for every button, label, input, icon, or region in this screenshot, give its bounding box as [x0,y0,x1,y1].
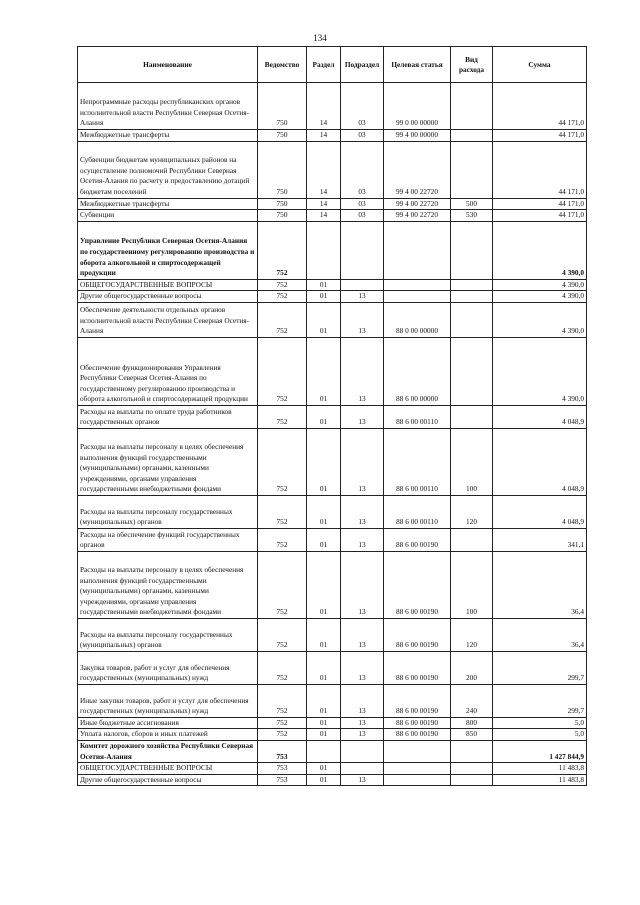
cell-sum: 1 427 844,9 [493,741,587,763]
cell-vedomstvo: 753 [258,741,307,763]
cell-expense-type: 800 [451,717,493,729]
cell-target-article: 99 4 00 22720 [384,141,451,198]
cell-name: Расходы на обеспечение функций государственных органов [78,528,258,551]
cell-target-article [384,279,451,291]
cell-expense-type: 500 [451,198,493,210]
table-row [78,221,587,279]
cell-target-article: 88 0 00 00000 [384,302,451,337]
header-razdel: Раздел [307,47,341,83]
cell-sum: 36,4 [493,551,587,618]
cell-sum: 4 390,0 [493,302,587,337]
cell-vedomstvo: 752 [258,618,307,651]
cell-expense-type [451,302,493,337]
cell-target-article: 99 4 00 00000 [384,130,451,142]
header-expense-type: Вид расхода [451,47,493,83]
cell-razdel: 01 [307,763,341,775]
table-row [78,495,587,528]
cell-vedomstvo: 750 [258,210,307,222]
cell-podrazdel: 13 [341,729,384,741]
table-row [78,291,587,303]
cell-podrazdel: 13 [341,684,384,717]
cell-razdel: 01 [307,528,341,551]
cell-sum: 4 390,0 [493,291,587,303]
cell-name: Обеспечение функционирования Управления Республики Северная Осетия-Алания по государственному регулированию производства и оборота алкогольной и спиртосодержащей продукции [78,337,258,405]
cell-vedomstvo: 752 [258,528,307,551]
cell-vedomstvo: 750 [258,83,307,130]
table-row [78,741,587,763]
cell-vedomstvo: 753 [258,763,307,775]
cell-podrazdel: 03 [341,141,384,198]
cell-razdel: 01 [307,729,341,741]
cell-target-article [384,741,451,763]
header-sum: Сумма [493,47,587,83]
cell-target-article: 88 6 00 00110 [384,495,451,528]
budget-table [77,46,587,786]
cell-razdel: 14 [307,141,341,198]
cell-expense-type: 530 [451,210,493,222]
table-row [78,198,587,210]
table-row [78,551,587,618]
cell-razdel [307,741,341,763]
cell-name: Субвенции бюджетам муниципальных районов на осуществление полномочий Республики Северная Осетия-Алания по расчету и предоставлению дотаций бюджетам поселений [78,141,258,198]
cell-vedomstvo: 752 [258,684,307,717]
cell-name: Другие общегосударственные вопросы [78,291,258,303]
cell-razdel: 14 [307,198,341,210]
cell-podrazdel: 13 [341,717,384,729]
table-row [78,684,587,717]
cell-razdel: 14 [307,83,341,130]
cell-razdel: 01 [307,774,341,786]
cell-name: Другие общегосударственные вопросы [78,774,258,786]
table-row [78,428,587,495]
cell-name: Расходы на выплаты по оплате труда работников государственных органов [78,405,258,428]
cell-expense-type: 240 [451,684,493,717]
cell-sum: 44 171,0 [493,198,587,210]
cell-razdel [307,221,341,279]
cell-podrazdel: 03 [341,83,384,130]
cell-podrazdel: 03 [341,210,384,222]
cell-sum: 44 171,0 [493,130,587,142]
cell-vedomstvo: 752 [258,495,307,528]
cell-target-article: 88 6 00 00190 [384,684,451,717]
cell-expense-type [451,141,493,198]
cell-target-article: 99 4 00 22720 [384,210,451,222]
cell-podrazdel [341,279,384,291]
cell-expense-type: 200 [451,651,493,684]
cell-name: Иные бюджетные ассигнования [78,717,258,729]
cell-expense-type [451,83,493,130]
table-row [78,729,587,741]
cell-target-article: 88 6 00 00190 [384,551,451,618]
cell-target-article: 88 6 00 00190 [384,528,451,551]
cell-razdel: 01 [307,428,341,495]
cell-vedomstvo: 752 [258,729,307,741]
cell-name: Обеспечение деятельности отдельных органов исполнительной власти Республики Северная Осетия-Алания [78,302,258,337]
cell-expense-type [451,279,493,291]
cell-name: Уплата налогов, сборов и иных платежей [78,729,258,741]
cell-vedomstvo: 752 [258,717,307,729]
cell-name: Иные закупки товаров, работ и услуг для обеспечения государственных (муниципальных) нужд [78,684,258,717]
cell-sum: 4 048,9 [493,428,587,495]
cell-sum: 44 171,0 [493,83,587,130]
cell-expense-type [451,763,493,775]
header-podrazdel: Подраздел [341,47,384,83]
cell-razdel: 14 [307,130,341,142]
cell-target-article [384,774,451,786]
cell-name: Расходы на выплаты персоналу в целях обеспечения выполнения функций государственными (муниципальными) органами, казенными учреждениями, органами управления государственными внебюджетными фондами [78,551,258,618]
cell-name: Непрограммные расходы республиканских органов исполнительной власти Республики Северная Осетия-Алания [78,83,258,130]
cell-expense-type [451,528,493,551]
cell-name: Управление Республики Северная Осетия-Алания по государственному регулированию производства и оборота алкогольной и спиртосодержащей продукции [78,221,258,279]
cell-vedomstvo: 752 [258,551,307,618]
table-row [78,618,587,651]
cell-name: Комитет дорожного хозяйства Республики Северная Осетия-Алания [78,741,258,763]
table-body [78,83,587,786]
cell-razdel: 01 [307,551,341,618]
cell-sum: 4 048,9 [493,495,587,528]
cell-name: Закупка товаров, работ и услуг для обеспечения государственных (муниципальных) нужд [78,651,258,684]
cell-sum: 11 483,8 [493,763,587,775]
cell-vedomstvo: 750 [258,198,307,210]
cell-name: Межбюджетные трансферты [78,130,258,142]
cell-vedomstvo: 750 [258,141,307,198]
table-row [78,279,587,291]
cell-podrazdel [341,763,384,775]
cell-razdel: 01 [307,651,341,684]
cell-podrazdel: 13 [341,618,384,651]
cell-expense-type [451,774,493,786]
cell-target-article: 88 6 00 00110 [384,405,451,428]
table-row [78,774,587,786]
cell-sum: 299,7 [493,651,587,684]
header-vedomstvo: Ведомство [258,47,307,83]
cell-target-article: 88 6 00 00190 [384,717,451,729]
cell-sum: 36,4 [493,618,587,651]
cell-sum: 341,1 [493,528,587,551]
cell-expense-type: 100 [451,428,493,495]
cell-target-article: 88 6 00 00000 [384,337,451,405]
table-row [78,405,587,428]
cell-sum: 299,7 [493,684,587,717]
cell-expense-type: 100 [451,551,493,618]
cell-expense-type [451,741,493,763]
cell-target-article: 99 0 00 00000 [384,83,451,130]
cell-vedomstvo: 752 [258,221,307,279]
cell-razdel: 01 [307,684,341,717]
cell-sum: 5,0 [493,717,587,729]
cell-podrazdel [341,741,384,763]
cell-vedomstvo: 753 [258,774,307,786]
cell-expense-type [451,130,493,142]
cell-podrazdel: 13 [341,528,384,551]
cell-target-article [384,221,451,279]
cell-name: Межбюджетные трансферты [78,198,258,210]
table-row [78,141,587,198]
table-row [78,717,587,729]
cell-sum: 11 483,8 [493,774,587,786]
cell-name: Расходы на выплаты персоналу государственных (муниципальных) органов [78,618,258,651]
cell-podrazdel: 13 [341,651,384,684]
cell-sum: 5,0 [493,729,587,741]
cell-razdel: 01 [307,279,341,291]
table-row [78,651,587,684]
cell-target-article: 88 6 00 00110 [384,428,451,495]
cell-vedomstvo: 752 [258,428,307,495]
cell-razdel: 01 [307,405,341,428]
cell-expense-type [451,405,493,428]
cell-podrazdel: 13 [341,302,384,337]
cell-podrazdel: 13 [341,774,384,786]
cell-sum: 44 171,0 [493,141,587,198]
cell-expense-type: 120 [451,618,493,651]
cell-expense-type [451,291,493,303]
cell-razdel: 01 [307,337,341,405]
cell-podrazdel: 13 [341,405,384,428]
cell-sum: 44 171,0 [493,210,587,222]
cell-target-article: 88 6 00 00190 [384,618,451,651]
cell-vedomstvo: 752 [258,337,307,405]
cell-podrazdel [341,221,384,279]
cell-expense-type [451,221,493,279]
cell-name: Расходы на выплаты персоналу государственных (муниципальных) органов [78,495,258,528]
cell-sum: 4 390,0 [493,221,587,279]
table-header-row [78,47,587,83]
cell-target-article: 99 4 00 22720 [384,198,451,210]
table-row [78,83,587,130]
table-row [78,763,587,775]
cell-razdel: 01 [307,291,341,303]
cell-vedomstvo: 752 [258,291,307,303]
page-number: 134 [313,33,327,43]
header-target-article: Целевая статья [384,47,451,83]
cell-razdel: 01 [307,717,341,729]
cell-podrazdel: 13 [341,428,384,495]
cell-sum: 4 390,0 [493,337,587,405]
cell-vedomstvo: 752 [258,302,307,337]
table-row [78,337,587,405]
cell-vedomstvo: 752 [258,651,307,684]
header-name: Наименование [78,47,258,83]
cell-podrazdel: 03 [341,198,384,210]
cell-name: ОБЩЕГОСУДАРСТВЕННЫЕ ВОПРОСЫ [78,763,258,775]
cell-podrazdel: 13 [341,337,384,405]
table-row [78,528,587,551]
cell-razdel: 01 [307,618,341,651]
cell-name: ОБЩЕГОСУДАРСТВЕННЫЕ ВОПРОСЫ [78,279,258,291]
cell-name: Расходы на выплаты персоналу в целях обеспечения выполнения функций государственными (муниципальными) органами, казенными учреждениями, органами управления государственными внебюджетными фондами [78,428,258,495]
cell-vedomstvo: 752 [258,279,307,291]
cell-razdel: 01 [307,495,341,528]
cell-podrazdel: 03 [341,130,384,142]
cell-razdel: 01 [307,302,341,337]
cell-target-article [384,763,451,775]
cell-vedomstvo: 752 [258,405,307,428]
cell-sum: 4 048,9 [493,405,587,428]
cell-expense-type: 120 [451,495,493,528]
cell-sum: 4 390,0 [493,279,587,291]
cell-target-article: 88 6 00 00190 [384,729,451,741]
cell-podrazdel: 13 [341,291,384,303]
cell-name: Субвенции [78,210,258,222]
cell-razdel: 14 [307,210,341,222]
cell-podrazdel: 13 [341,495,384,528]
table-row [78,302,587,337]
cell-podrazdel: 13 [341,551,384,618]
cell-vedomstvo: 750 [258,130,307,142]
cell-expense-type [451,337,493,405]
cell-target-article: 88 6 00 00190 [384,651,451,684]
cell-target-article [384,291,451,303]
table-row [78,130,587,142]
table-row [78,210,587,222]
cell-expense-type: 850 [451,729,493,741]
